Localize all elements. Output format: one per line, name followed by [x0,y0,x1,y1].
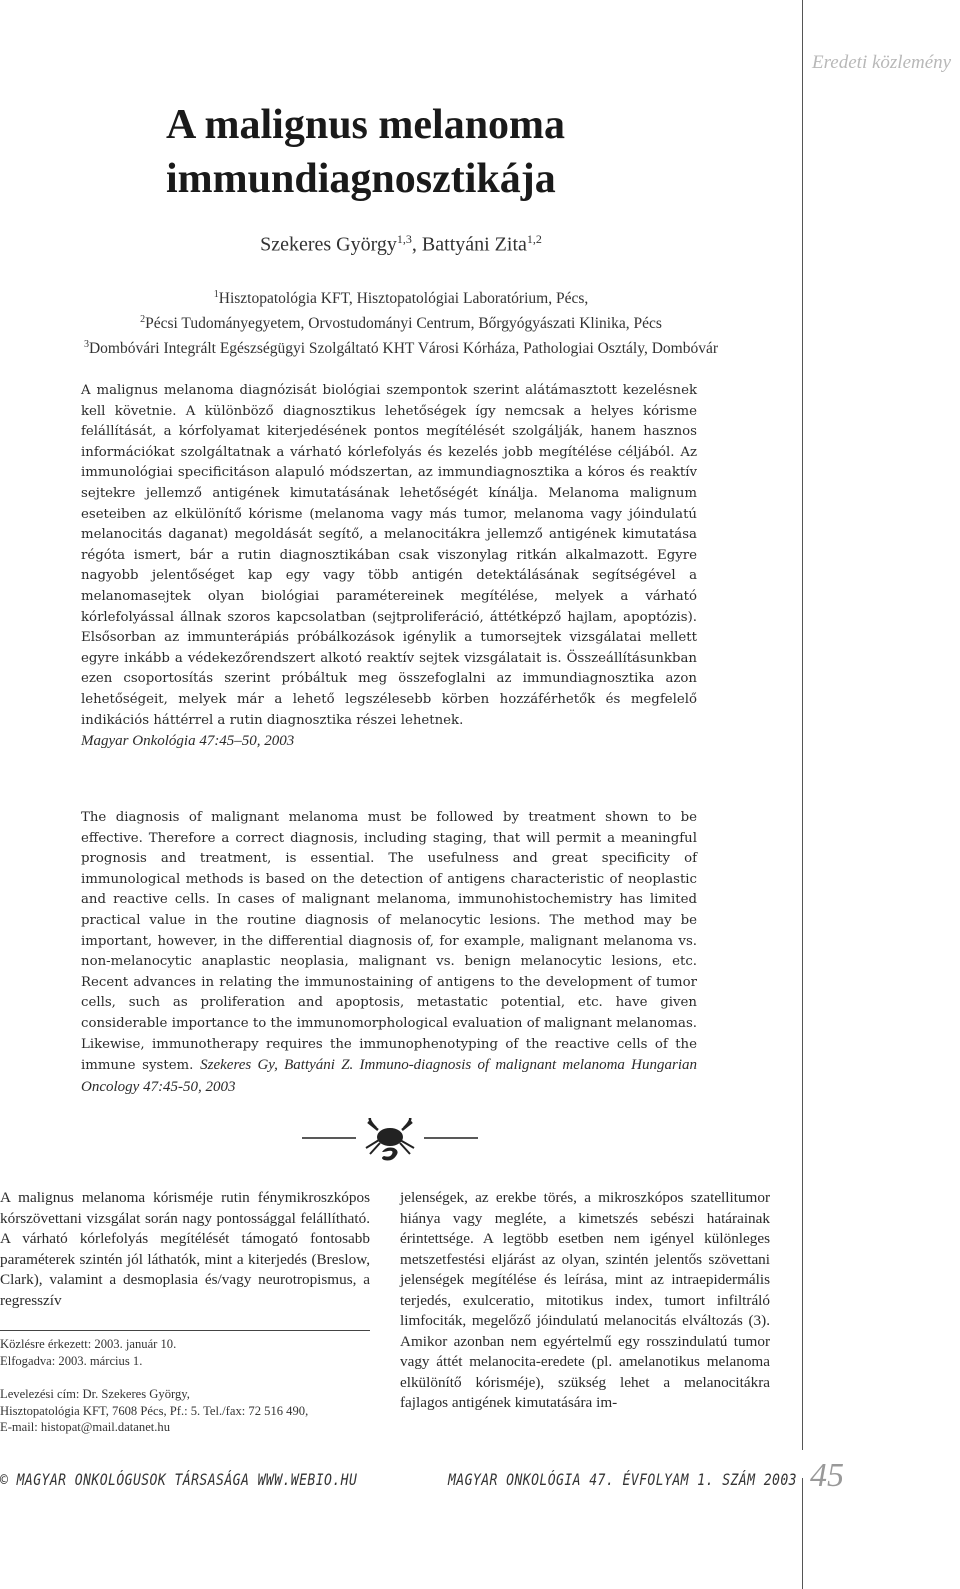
correspondence-email: E-mail: histopat@mail.datanet.hu [0,1420,171,1434]
affiliation-line [0,284,802,309]
affiliation-line [0,334,802,359]
accepted-date: Elfogadva: 2003. március 1. [0,1353,143,1368]
article-title [166,98,766,206]
affiliation-line [0,309,802,334]
vertical-rule-bottom [802,1478,803,1589]
affiliation-sup: 3 [83,339,89,351]
submission-notes [0,1336,380,1436]
affiliation-text: Hisztopatológia KFT, Hisztopatológiai Laboratórium, Pécs, [218,290,589,308]
affiliation-sup: 1 [213,289,219,300]
abstract-en-citation: Szekeres Gy, Battyáni Z. Immuno-diagnosis of malignant melanoma Hungarian Oncology 47:45-50, 2003 [81,1057,697,1095]
crab-ornament-icon [300,1118,480,1166]
affiliation-sup: 2 [140,314,146,326]
footer-journal-info: MAGYAR ONKOLÓGIA 47. ÉVFOLYAM 1. SZÁM 2003 [448,1470,797,1489]
affiliation-text: Pécsi Tudományegyetem, Orvostudományi Centrum, Bőrgyógyászati Klinika, Pécs [145,315,662,333]
body-column-left: A malignus melanoma kórisméje rutin fénymikroszkópos kórszövettani vizsgálat során nagy pontossággal felállítható. A várható kórlefolyás megítélését támogató fontosabb paraméterek szintén jól láthatók, mint a kiterjedés (Breslow, Clark), valamint a desmoplasia és/vagy neurotropismus, a regresszív [0,1189,370,1309]
author-name: Battyáni Zita [421,233,527,256]
author-list [0,232,802,257]
footnote-divider [0,1330,370,1331]
abstract-en-text: The diagnosis of malignant melanoma must be followed by treatment shown to be effective. Therefore a correct diagnosis, including staging, that will permit a meaningful prognosis and treatment, is essential. The usefulness and great specificity of immunological methods is based on the detection of antigens characteristic of neoplastic and reactive cells. In cases of malignant melanoma, immunohistochemistry has limited practical value in the routine diagnosis of melanocytic lesions. The method may be important, however, in the differential diagnosis of, for example, malignant melanoma vs. non-melanocytic anaplastic neoplasia, malignant vs. benign melanocytic lesions, etc. Recent advances in relating the immunostaining of antigens to the development of tumor cells, such as proliferation and apoptosis, metastatic potential, etc. have given considerable importance to the immunomorphological evaluation of malignant melanomas. Likewise, immunotherapy requires the immunophenotyping of the reactive cells of the immune system. [81,810,697,1074]
abstract-hu-citation: Magyar Onkológia 47:45–50, 2003 [81,733,295,750]
abstract-english [81,808,697,1098]
vertical-rule-top [802,0,803,1450]
abstract-hu-text: A malignus melanoma diagnózisát biológiai szempontok szerint alátámasztott kezelésnek kell követnie. A különböző diagnosztikus lehetőségek így nemcsak a helyes kórisme felállítását, a kórfolyamat kiterjedésének pontos megítélését szolgálják, hanem hasznos információkat szolgáltatnak a várható kórlefolyás és kezelés jobb megítélése céljából. Az immunológiai specificitáson alapuló módszertan, az immundiagnosztika a kóros és reaktív sejtekre jellemző antigének kimutatásának lehetőségét kínálja. Melanoma malignum eseteiben az elkülönítő kórisme (melanoma vagy más tumor, melanoma vagy jóindulatú melanocitás daganat) megoldását segítő, a melanocitákra jellemző antigének kimutatása régóta ismert, bár a rutin diagnosztikában csak viszonylag ritkán alkalmazott. Egyre nagyobb jelentőséget kap egy vagy több antigén detektálásának segítségével a melanomasejtek olyan biológiai paramétereinek megítélése, melyek a várható kórlefolyással állnak szoros kapcsolatban (sejtproliferáció, áttétképző hajlam, apoptózis). Elsősorban az immunterápiás próbálkozások igénylik a tumorsejtek vizsgálatai mellett egyre inkább a védekezőrendszert alkotó reaktív sejtek vizsgálatait is. Összeállításunkban ezen csoportosítás szerint próbáltuk meg összefoglalni az immundiagnosztika azon lehetőségeit, melyek már a lehető legszélesebb körben hozzáférhetők és megfelelő indikációs háttérrel a rutin diagnosztika részei lehetnek. [81,383,697,728]
correspondence-address: Hisztopatológia KFT, 7608 Pécs, Pf.: 5. Tel./fax: 72 516 490, [0,1403,309,1418]
author-affiliation-sup: 1,2 [526,232,542,246]
body-column-right: jelenségek, az erekbe törés, a mikroszkópos szatellitumor hiánya vagy megléte, a kimetszés sebészi határainak érintettsége. A legtöbb esetben nem igényel különleges metszetfestési eljárást az olyan, szintén jelentős szövettani jelenségek megítélése és leírása, mint az intraepidermális terjedés, exulceratio, mitotikus index, tumort infiltráló limfociták, megelőző jóindulatú melanocitás elváltozás (3). Amikor azonban nem egyértelmű egy rosszindulatú tumor vagy áttét melanocita-eredete (pl. amelanotikus melanoma elkülönítő kórisméje), szükség lehet a melanocitákra fajlagos antigének kimutatására im- [400,1189,770,1411]
author-name: Szekeres György [260,233,397,256]
affiliation-text: Dombóvári Integrált Egészségügyi Szolgáltató KHT Városi Kórháza, Pathologiai Osztály, Dombóvár [88,340,719,358]
title-line-2: immundiagnosztikája [166,156,556,202]
page-number: 45 [810,1457,844,1494]
author-affiliation-sup: 1,3 [396,232,412,246]
correspondence-address: Levelezési cím: Dr. Szekeres György, [0,1387,190,1401]
section-label: Eredeti közlemény [812,52,952,73]
author-separator: , [411,233,422,256]
footer-publisher: © MAGYAR ONKOLÓGUSOK TÁRSASÁGA WWW.WEBIO.HU [0,1470,358,1489]
received-date: Közlésre érkezett: 2003. január 10. [0,1337,177,1351]
affiliation-list [0,284,802,359]
title-line-1: A malignus melanoma [166,102,566,148]
abstract-hungarian [81,381,697,753]
